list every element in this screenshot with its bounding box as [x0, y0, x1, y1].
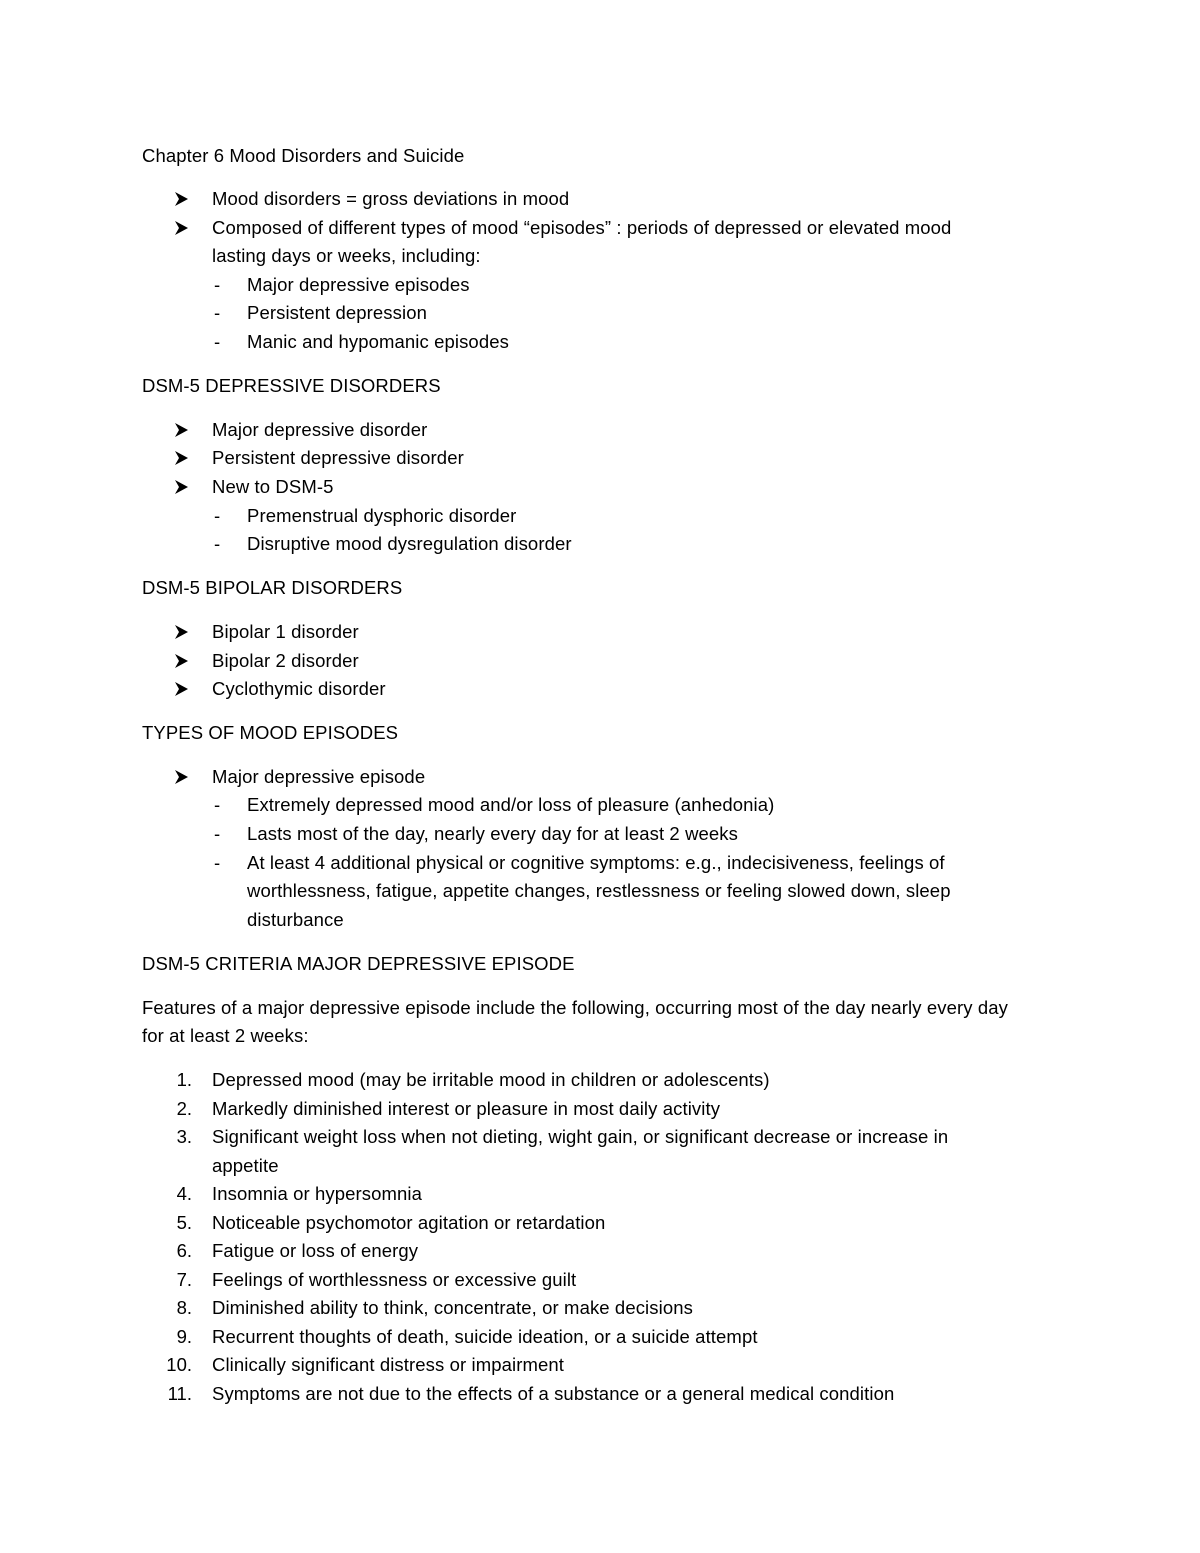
list-number: 9.: [176, 1326, 192, 1347]
numbered-item: Noticeable psychomotor agitation or retardation: [212, 1212, 606, 1233]
arrow-bullet-icon: [172, 650, 192, 672]
numbered-item: Feelings of worthlessness or excessive guilt: [212, 1269, 577, 1290]
sub-item: Lasts most of the day, nearly every day for at least 2 weeks: [247, 823, 739, 844]
dash-bullet: -: [214, 852, 221, 873]
arrow-bullet-icon: [172, 217, 192, 239]
arrow-bullet-icon: [172, 621, 192, 643]
arrow-bullet-icon: [172, 419, 192, 441]
sub-item: Premenstrual dysphoric disorder: [247, 505, 517, 526]
bullet-item: Composed of different types of mood “episodes” : periods of depressed or elevated mood: [212, 217, 952, 238]
sub-item: Major depressive episodes: [247, 274, 470, 295]
sub-item: Disruptive mood dysregulation disorder: [247, 533, 572, 554]
dash-bullet: -: [214, 505, 221, 526]
arrow-bullet-icon: [172, 766, 192, 788]
bullet-item: Major depressive episode: [212, 766, 426, 787]
page-title: Chapter 6 Mood Disorders and Suicide: [142, 145, 465, 166]
numbered-item: Symptoms are not due to the effects of a substance or a general medical condition: [212, 1383, 895, 1404]
section-heading-depressive: DSM-5 DEPRESSIVE DISORDERS: [142, 375, 441, 396]
sub-item: At least 4 additional physical or cognitive symptoms: e.g., indecisiveness, feelings of: [247, 852, 945, 873]
dash-bullet: -: [214, 302, 221, 323]
sub-item-continuation: disturbance: [247, 909, 344, 930]
arrow-bullet-icon: [172, 678, 192, 700]
sub-item: Manic and hypomanic episodes: [247, 331, 509, 352]
dash-bullet: -: [214, 533, 221, 554]
dash-bullet: -: [214, 331, 221, 352]
bullet-item: Major depressive disorder: [212, 419, 428, 440]
numbered-item: Recurrent thoughts of death, suicide ideation, or a suicide attempt: [212, 1326, 758, 1347]
numbered-item: Depressed mood (may be irritable mood in children or adolescents): [212, 1069, 770, 1090]
bullet-item: Bipolar 2 disorder: [212, 650, 359, 671]
list-number: 3.: [176, 1126, 192, 1147]
list-number: 10.: [166, 1354, 192, 1375]
list-number: 11.: [167, 1383, 192, 1404]
list-number: 8.: [176, 1297, 192, 1318]
section-heading-bipolar: DSM-5 BIPOLAR DISORDERS: [142, 577, 403, 598]
numbered-item: Insomnia or hypersomnia: [212, 1183, 423, 1204]
numbered-item: Markedly diminished interest or pleasure in most daily activity: [212, 1098, 721, 1119]
arrow-bullet-icon: [172, 476, 192, 498]
list-number: 2.: [176, 1098, 192, 1119]
list-number: 4.: [176, 1183, 192, 1204]
criteria-paragraph-continuation: for at least 2 weeks:: [142, 1025, 309, 1046]
list-number: 1.: [176, 1069, 192, 1090]
section-heading-episodes: TYPES OF MOOD EPISODES: [142, 722, 399, 743]
numbered-item: Significant weight loss when not dieting, wight gain, or significant decrease or increase in: [212, 1126, 949, 1147]
dash-bullet: -: [214, 274, 221, 295]
numbered-item: Fatigue or loss of energy: [212, 1240, 419, 1261]
list-number: 6.: [176, 1240, 192, 1261]
bullet-item: Persistent depressive disorder: [212, 447, 464, 468]
arrow-bullet-icon: [172, 447, 192, 469]
bullet-item-continuation: lasting days or weeks, including:: [212, 245, 481, 266]
numbered-item: Clinically significant distress or impairment: [212, 1354, 564, 1375]
bullet-item: Cyclothymic disorder: [212, 678, 386, 699]
criteria-paragraph: Features of a major depressive episode include the following, occurring most of the day nearly every day: [142, 997, 1008, 1018]
numbered-item-continuation: appetite: [212, 1155, 279, 1176]
dash-bullet: -: [214, 794, 221, 815]
dash-bullet: -: [214, 823, 221, 844]
list-number: 5.: [176, 1212, 192, 1233]
list-number: 7.: [176, 1269, 192, 1290]
sub-item: Persistent depression: [247, 302, 427, 323]
section-heading-criteria: DSM-5 CRITERIA MAJOR DEPRESSIVE EPISODE: [142, 953, 575, 974]
bullet-item: Bipolar 1 disorder: [212, 621, 359, 642]
bullet-item: New to DSM-5: [212, 476, 334, 497]
arrow-bullet-icon: [172, 188, 192, 210]
numbered-item: Diminished ability to think, concentrate, or make decisions: [212, 1297, 693, 1318]
sub-item-continuation: worthlessness, fatigue, appetite changes, restlessness or feeling slowed down, sleep: [247, 880, 951, 901]
bullet-item: Mood disorders = gross deviations in mood: [212, 188, 570, 209]
sub-item: Extremely depressed mood and/or loss of pleasure (anhedonia): [247, 794, 775, 815]
